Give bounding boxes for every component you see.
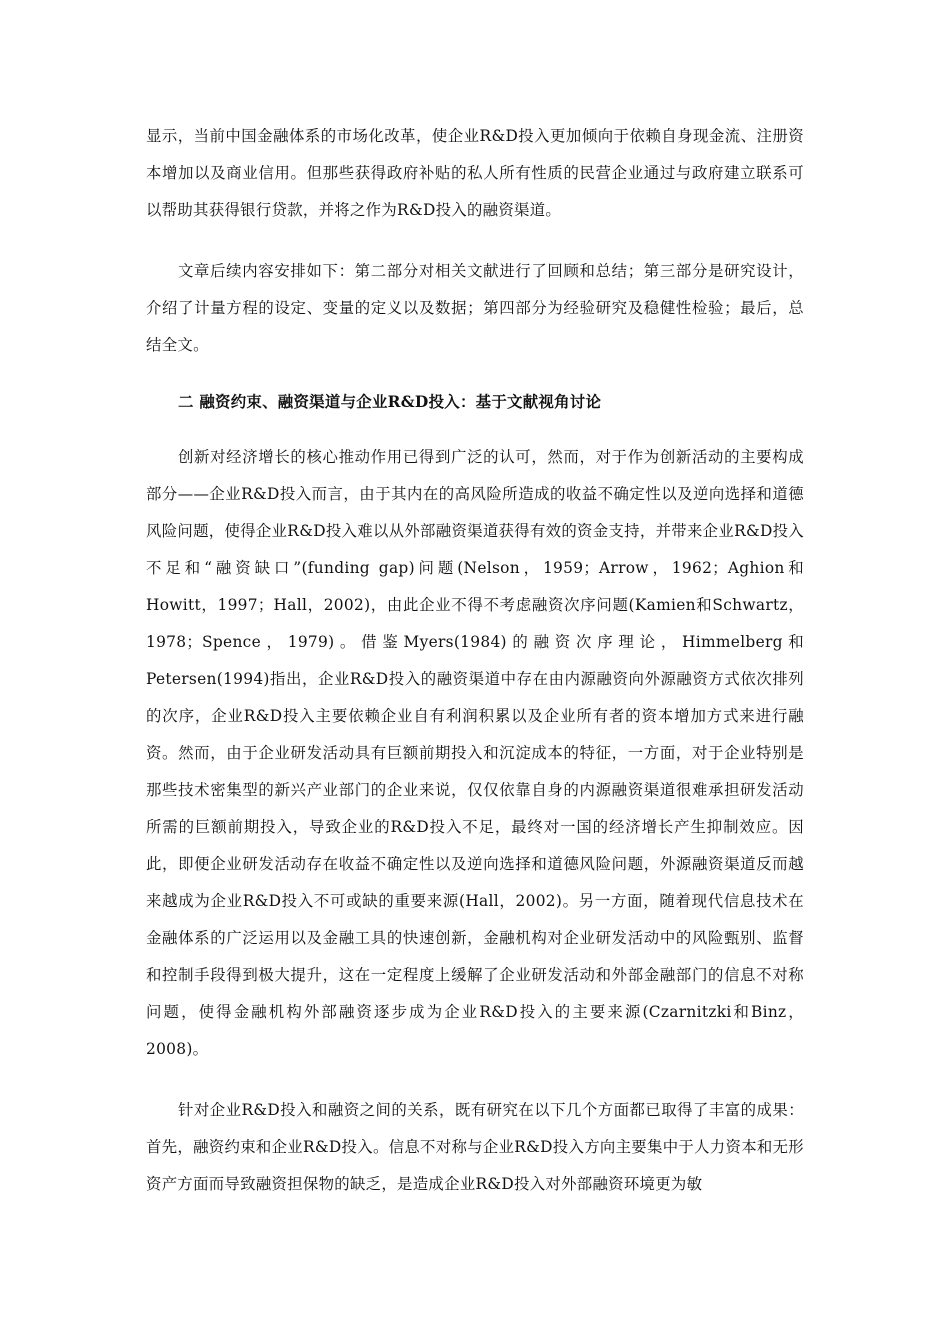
paragraph-continuation: 显示，当前中国金融体系的市场化改革，使企业R&D投入更加倾向于依赖自身现金流、注册资本增加以及商业信用。但那些获得政府补贴的私人所有性质的民营企业通过与政府建立联系可以帮助其获得银行贷款，并将之作为R&D投入的融资渠道。 [146,127,804,219]
section-heading: 二 融资约束、融资渠道与企业R&D投入：基于文献视角讨论 [178,393,602,411]
paragraph-literature: 创新对经济增长的核心推动作用已得到广泛的认可，然而，对于作为创新活动的主要构成部分——企业R&D投入而言，由于其内在的高风险所造成的收益不确定性以及逆向选择和道德风险问题，使得企业R&D投入难以从外部融资渠道获得有效的资金支持，并带来企业R&D投入不足和“融资缺口”(funding gap)问题(Nelson，1959；Arrow，1962；Aghion和Howitt，1997；Hall，2002)，由此企业不得不考虑融资次序问题(Kamien和Schwartz，1978；Spence，1979)。借鉴Myers(1984)的融资次序理论，Himmelberg和Petersen(1994)指出，企业R&D投入的融资渠道中存在由内源融资向外源融资方式依次排列的次序，企业R&D投入主要依赖企业自有利润积累以及企业所有者的资本增加方式来进行融资。然而，由于企业研发活动具有巨额前期投入和沉淀成本的特征，一方面，对于企业特别是那些技术密集型的新兴产业部门的企业来说，仅仅依靠自身的内源融资渠道很难承担研发活动所需的巨额前期投入，导致企业的R&D投入不足，最终对一国的经济增长产生抑制效应。因此，即便企业研发活动存在收益不确定性以及逆向选择和道德风险问题，外源融资渠道反而越来越成为企业R&D投入不可或缺的重要来源(Hall，2002)。另一方面，随着现代信息技术在金融体系的广泛运用以及金融工具的快速创新，金融机构对企业研发活动中的风险甄别、监督和控制手段得到极大提升，这在一定程度上缓解了企业研发活动和外部金融部门的信息不对称问题，使得金融机构外部融资逐步成为企业R&D投入的主要来源(Czarnitzki和Binz，2008)。 [146,448,804,1058]
document-page [146,118,804,1203]
paragraph-relationship: 针对企业R&D投入和融资之间的关系，既有研究在以下几个方面都已取得了丰富的成果：首先，融资约束和企业R&D投入。信息不对称与企业R&D投入方向主要集中于人力资本和无形资产方面而导致融资担保物的缺乏，是造成企业R&D投入对外部融资环境更为敏 [146,1101,804,1193]
paragraph-outline: 文章后续内容安排如下：第二部分对相关文献进行了回顾和总结；第三部分是研究设计，介绍了计量方程的设定、变量的定义以及数据；第四部分为经验研究及稳健性检验；最后，总结全文。 [146,262,804,354]
